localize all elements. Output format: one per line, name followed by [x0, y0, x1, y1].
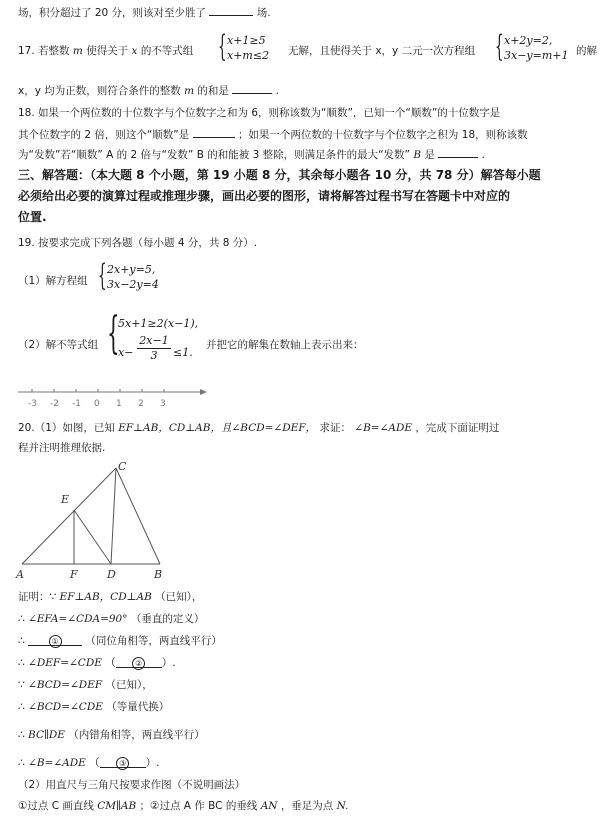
proof-line — [18, 634, 600, 648]
proof-line — [18, 728, 600, 742]
q17-eq-1: x+2y=2, — [504, 34, 553, 47]
arrow-right-icon — [200, 389, 207, 395]
q17-ineq-2: x+m≤2 — [227, 49, 270, 62]
question-18-line-2 — [18, 126, 600, 142]
segment-ed — [74, 510, 111, 564]
q19-fraction — [137, 334, 171, 363]
proof-reason: （垂直的定义） — [130, 613, 205, 625]
circled-number: ② — [132, 657, 145, 670]
proof-line — [18, 656, 600, 670]
proof-symbol: ∴ — [18, 613, 25, 625]
continuation-text: 场，积分超过了 20 分，则该对至少胜了 — [18, 7, 207, 19]
q19-part1-label: （1）解方程组 — [18, 275, 88, 287]
q17-inequality-system — [227, 33, 269, 63]
segment-cb — [116, 468, 160, 564]
answer-blank[interactable] — [209, 4, 253, 16]
q20-p2-text-a: ①过点 C 画直线 — [18, 800, 94, 812]
proof-reason: ）. — [161, 657, 176, 669]
proof-statement: ∠B=∠ADE — [28, 757, 86, 769]
proof-statement: BC∥DE — [28, 729, 65, 741]
proof-reason: （同位角相等，两直线平行） — [85, 635, 222, 647]
answer-blank[interactable] — [193, 126, 235, 138]
continuation-tail: 场. — [256, 7, 271, 19]
q17-var-m: m — [184, 85, 195, 97]
brace-icon: { — [98, 258, 107, 293]
q20-p2-n: N. — [336, 800, 349, 812]
proof-line — [18, 756, 600, 770]
proof-line — [18, 590, 600, 604]
q18-line2-a: 其个位数字的 2 倍，则这个“顺数”是 — [18, 129, 190, 141]
geometry-figure — [14, 458, 174, 588]
q19-part2-label: （2）解不等式组 — [18, 339, 99, 351]
question-20-line-2: 程并注明推理依据. — [18, 442, 106, 454]
q19-fraction-denominator: 3 — [150, 349, 158, 362]
brace-icon: { — [107, 308, 120, 359]
section-heading-line-2: 必须给出必要的演算过程或推理步骤，画出必要的图形，请将解答过程书写在答题卡中对应的 — [18, 189, 511, 203]
point-label-b: B — [154, 568, 163, 581]
q17-text-b: 使得关于 — [86, 45, 129, 57]
answer-blank-1[interactable] — [28, 634, 82, 646]
question-20-line-1 — [18, 421, 600, 435]
period: . — [481, 149, 485, 161]
proof-reason: （等量代换） — [106, 701, 170, 713]
q19-ineq2-left: x− — [118, 346, 134, 359]
q17-var-x: x — [131, 45, 138, 57]
number-line-tick-label: 2 — [138, 399, 144, 409]
proof-line — [18, 678, 600, 692]
q19-part2-tail: 并把它的解集在数轴上表示出来： — [206, 339, 364, 351]
q19-eq-2: 3x−2y=4 — [107, 278, 159, 291]
q19-ineq2-right: ≤1. — [173, 346, 193, 359]
paren-open: （ — [105, 657, 116, 669]
q17-equation-system — [504, 33, 569, 63]
continuation-line — [18, 4, 600, 20]
q19-inequality-2 — [118, 345, 133, 360]
point-label-f: F — [70, 568, 78, 581]
proof-reason: ）. — [145, 757, 160, 769]
q20-p2-text-c: ；②过点 A 作 BC 的垂线 — [139, 800, 258, 812]
section-heading-line-3: 位置. — [18, 210, 47, 224]
proof-symbol: ∴ — [18, 657, 25, 669]
proof-line — [18, 612, 600, 626]
q17-line2-text: x，y 均为正数，则符合条件的整数 — [18, 85, 181, 97]
proof-reason: （已知）， — [155, 591, 203, 603]
q19-fraction-numerator: 2x−1 — [137, 334, 171, 349]
q19-eq-1: 2x+y=5, — [107, 263, 156, 276]
number-line-tick-label: -2 — [50, 399, 59, 409]
brace-icon: { — [495, 29, 504, 64]
answer-blank-3[interactable] — [100, 756, 146, 768]
brace-icon: { — [218, 29, 227, 64]
proof-statement: ∠BCD=∠DEF — [28, 679, 103, 691]
q17-text-d: 无解，且使得关于 x，y 二元一次方程组 — [288, 45, 476, 57]
q17-text-c: 的不等式组 — [140, 45, 194, 57]
question-18-line-3 — [18, 146, 600, 162]
q20-text-e: ，完成下面证明过 — [415, 422, 500, 434]
answer-blank[interactable] — [438, 146, 478, 158]
q20-part2-label: （2）用直尺与三角尺按要求作图（不说明画法） — [18, 779, 246, 791]
point-label-a: A — [16, 568, 24, 581]
segment-ac — [22, 468, 116, 564]
q18-var-b: B — [413, 149, 422, 161]
q17-ineq-1: x+1≥5 — [227, 34, 266, 47]
q20-given: EF⊥AB，CD⊥AB，且∠BCD=∠DEF， — [118, 422, 317, 434]
point-label-d: D — [107, 568, 116, 581]
proof-symbol: ∴ — [18, 701, 25, 713]
answer-blank[interactable] — [232, 82, 272, 94]
q20-p2-cm: CM∥AB — [97, 800, 137, 812]
answer-blank-2[interactable] — [116, 656, 162, 668]
question-18-line-1: 18. 如果一个两位数的十位数字与个位数字之和为 6，则称该数为“顺数”，已知一个“顺数”的十位数字是 — [18, 107, 501, 119]
number-line-tick-label: 3 — [160, 399, 166, 409]
q18-line3-c: 是 — [424, 149, 435, 161]
q17-var-m: m — [72, 45, 83, 57]
proof-symbol: ∴ — [18, 635, 25, 647]
q20-p2-an: AN — [260, 800, 278, 812]
question-17-line-2 — [18, 82, 600, 98]
q18-line3-a: 为“发数”若“顺数” A 的 2 倍与“发数” B 的和能被 3 整除，则满足条件的最大“发数” — [18, 149, 410, 161]
number-line-tick-label: -3 — [28, 399, 37, 409]
proof-reason: （内错角相等，两直线平行） — [68, 729, 205, 741]
q20-p2-text-e: ，垂足为点 — [280, 800, 334, 812]
number-line-tick-label: 1 — [116, 399, 122, 409]
section-heading: 三、解答题：（本大题 8 个小题，第 19 小题 8 分，其余每小题各 10 分，共 78 分）解答每小题 — [18, 168, 541, 182]
number-line-tick-label: -1 — [72, 399, 81, 409]
period: . — [275, 85, 279, 97]
circled-number: ① — [49, 635, 62, 648]
proof-line — [18, 700, 600, 714]
proof-reason: （已知）， — [105, 679, 153, 691]
q20-goal: ∠B=∠ADE — [354, 422, 413, 434]
proof-symbol: ∵ — [18, 679, 25, 691]
circled-number: ③ — [116, 757, 129, 770]
proof-symbol: ∴ — [18, 757, 25, 769]
q20-part2-instructions — [18, 799, 600, 813]
point-label-c: C — [118, 460, 127, 473]
proof-statement: ∠DEF=∠CDE — [28, 657, 102, 669]
q17-eq-2: 3x−y=m+1 — [504, 49, 569, 62]
proof-statement: ∠BCD=∠CDE — [28, 701, 103, 713]
q19-equation-system — [107, 262, 159, 292]
proof-symbol: 证明：∵ — [18, 591, 57, 603]
proof-symbol: ∴ — [18, 729, 25, 741]
proof-statement: ∠EFA=∠CDA=90° — [28, 613, 128, 625]
proof-statement: EF⊥AB，CD⊥AB — [59, 591, 152, 603]
q19-inequality-1: 5x+1≥2(x−1), — [118, 317, 199, 330]
question-19-title: 19. 按要求完成下列各题（每小题 4 分，共 8 分）. — [18, 237, 258, 249]
q17-line2-tail: 的和是 — [197, 85, 229, 97]
number-line — [18, 384, 208, 414]
q20-text-a: 20.（1）如图，已知 — [18, 422, 115, 434]
point-label-e: E — [61, 493, 70, 506]
paren-open: （ — [89, 757, 100, 769]
q17-text-a: 17. 若整数 — [18, 45, 70, 57]
number-line-tick-label: 0 — [94, 399, 100, 409]
q20-text-c: 求证： — [319, 422, 351, 434]
q17-text-e: 的解 — [576, 45, 597, 57]
segment-cd — [111, 468, 116, 564]
q18-line2-b: ；如果一个两位数的十位数字与个位数字之积为 18，则称该数 — [237, 129, 528, 141]
